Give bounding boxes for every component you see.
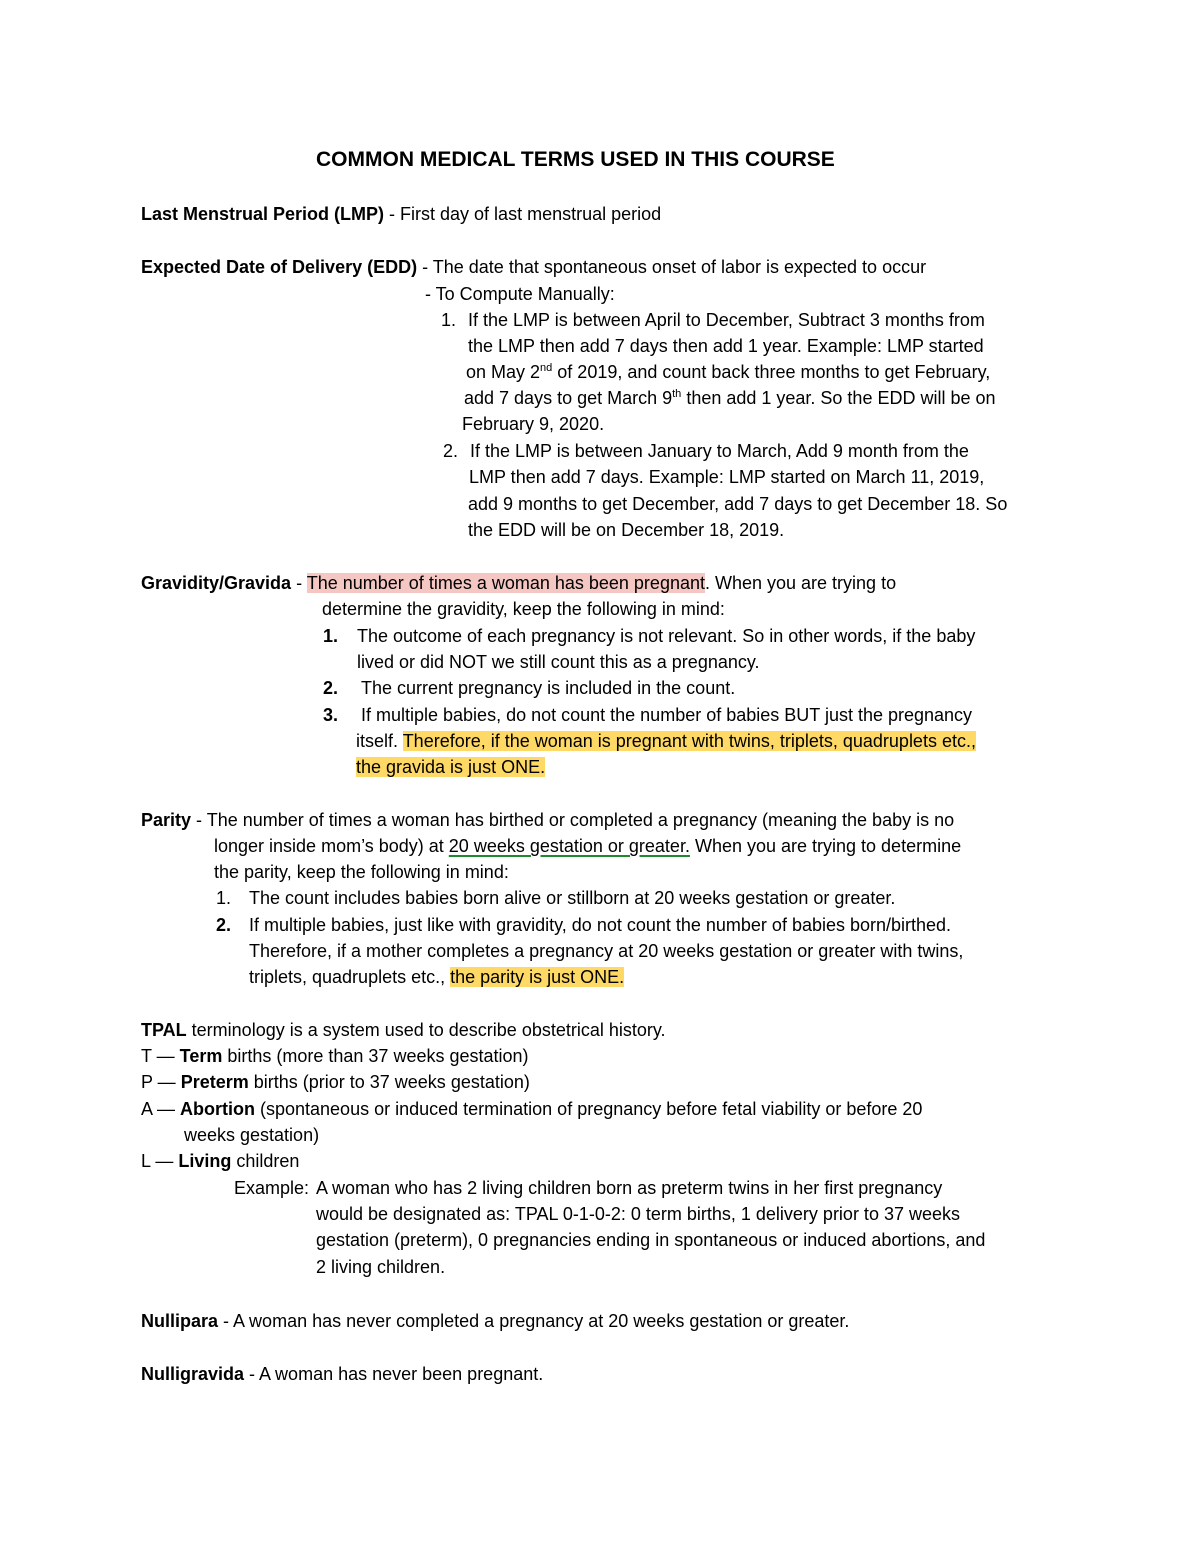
tpal-word: Preterm xyxy=(180,1072,249,1092)
gravidity-item3-line: If multiple babies, do not count the number of babies BUT just the pregnancy xyxy=(361,705,973,725)
edd-item1-text: on May 2 xyxy=(466,362,541,382)
edd-item1-line: If the LMP is between April to December, Subtract 3 months from xyxy=(468,310,985,330)
gravidity-item3-highlight: Therefore, if the woman is pregnant with twins, triplets, quadruplets etc., xyxy=(402,731,976,751)
lmp-term: Last Menstrual Period (LMP) xyxy=(141,204,385,224)
tpal-l xyxy=(141,1150,299,1172)
edd-item1-text: add 7 days to get March 9 xyxy=(464,388,673,408)
lmp-entry xyxy=(141,203,661,225)
tpal-intro xyxy=(141,1019,666,1041)
nulligravida-term: Nulligravida xyxy=(141,1364,245,1384)
tpal-desc: births (more than 37 weeks gestation) xyxy=(222,1046,529,1066)
gravidity-item3-highlight: the gravida is just ONE. xyxy=(356,757,546,777)
edd-item1-line xyxy=(464,387,996,409)
tpal-example-line: gestation (preterm), 0 pregnancies ending in spontaneous or induced abortions, and xyxy=(316,1230,986,1250)
gravidity-separator: - xyxy=(291,573,307,593)
parity-text: When you are trying to determine xyxy=(689,836,962,856)
parity-entry xyxy=(141,809,954,831)
edd-item1-number: 1. xyxy=(441,310,457,330)
gravidity-term: Gravidity/Gravida xyxy=(141,573,292,593)
parity-line: the parity, keep the following in mind: xyxy=(214,862,509,882)
parity-item1-line: The count includes babies born alive or stillborn at 20 weeks gestation or greater. xyxy=(249,888,896,908)
tpal-letter: T — xyxy=(141,1046,180,1066)
tpal-p xyxy=(141,1071,530,1093)
page-title: COMMON MEDICAL TERMS USED IN THIS COURSE xyxy=(316,148,835,171)
tpal-a xyxy=(141,1098,922,1120)
nullipara-definition: A woman has never completed a pregnancy at 20 weeks gestation or greater. xyxy=(233,1311,850,1331)
gravidity-definition-highlight: The number of times a woman has been pregnant xyxy=(306,573,705,593)
parity-item2-line: If multiple babies, just like with gravidity, do not count the number of babies born/birthed. xyxy=(249,915,952,935)
parity-separator: - xyxy=(191,810,207,830)
tpal-example-line: would be designated as: TPAL 0-1-0-2: 0 term births, 1 delivery prior to 37 weeks xyxy=(316,1204,960,1224)
tpal-word: Abortion xyxy=(180,1099,255,1119)
lmp-definition: First day of last menstrual period xyxy=(400,204,662,224)
tpal-desc: births (prior to 37 weeks gestation) xyxy=(248,1072,530,1092)
tpal-example-label: Example: xyxy=(234,1178,310,1198)
nulligravida-definition: A woman has never been pregnant. xyxy=(259,1364,544,1384)
parity-item2-highlight: the parity is just ONE. xyxy=(450,967,625,987)
gravidity-item3-line xyxy=(356,756,545,778)
parity-item2-line xyxy=(249,966,624,988)
tpal-letter: A — xyxy=(141,1099,181,1119)
parity-text: longer inside mom’s body) at xyxy=(214,836,449,856)
parity-item2-line: Therefore, if a mother completes a pregnancy at 20 weeks gestation or greater with twins, xyxy=(249,941,964,961)
edd-item2-line: the EDD will be on December 18, 2019. xyxy=(468,520,785,540)
edd-entry xyxy=(141,256,926,278)
parity-definition: The number of times a woman has birthed or completed a pregnancy (meaning the baby is no xyxy=(206,810,955,830)
tpal-desc: children xyxy=(231,1151,300,1171)
gravidity-item1-line: The outcome of each pregnancy is not relevant. So in other words, if the baby xyxy=(357,626,976,646)
tpal-term: TPAL xyxy=(141,1020,187,1040)
edd-item1-text: of 2019, and count back three months to get February, xyxy=(552,362,991,382)
gravidity-item1-line: lived or did NOT we still count this as a pregnancy. xyxy=(357,652,760,672)
edd-definition: The date that spontaneous onset of labor is expected to occur xyxy=(432,257,927,277)
gravidity-item3-number: 3. xyxy=(323,705,339,725)
tpal-word: Term xyxy=(179,1046,223,1066)
edd-item1-text: then add 1 year. So the EDD will be on xyxy=(681,388,996,408)
edd-item1-superscript: nd xyxy=(540,362,553,374)
parity-item2-number: 2. xyxy=(216,915,232,935)
edd-item1-line: the LMP then add 7 days then add 1 year. Example: LMP started xyxy=(468,336,984,356)
tpal-intro-text: terminology is a system used to describe obstetrical history. xyxy=(186,1020,666,1040)
edd-item2-line: LMP then add 7 days. Example: LMP started on March 11, 2019, xyxy=(469,467,985,487)
edd-term: Expected Date of Delivery (EDD) xyxy=(141,257,418,277)
nulligravida-entry xyxy=(141,1363,543,1385)
tpal-word: Living xyxy=(178,1151,232,1171)
gravidity-item3-line xyxy=(356,730,976,752)
gravidity-entry xyxy=(141,572,896,594)
tpal-a-continued: weeks gestation) xyxy=(184,1125,320,1145)
tpal-letter: L — xyxy=(141,1151,179,1171)
edd-item2-line: add 9 months to get December, add 7 days to get December 18. So xyxy=(468,494,1008,514)
parity-item2-text: triplets, quadruplets etc., xyxy=(249,967,451,987)
gravidity-line: determine the gravidity, keep the following in mind: xyxy=(322,599,725,619)
parity-underline: 20 weeks gestation or greater. xyxy=(448,836,690,856)
nulligravida-separator: - xyxy=(244,1364,260,1384)
nullipara-entry xyxy=(141,1310,849,1332)
edd-separator: - xyxy=(417,257,433,277)
tpal-t xyxy=(141,1045,529,1067)
gravidity-definition: . When you are trying to xyxy=(704,573,897,593)
tpal-desc: (spontaneous or induced termination of pregnancy before fetal viability or before 20 xyxy=(255,1099,923,1119)
lmp-separator: - xyxy=(384,204,401,224)
edd-compute-heading: - To Compute Manually: xyxy=(425,284,615,304)
parity-item1-number: 1. xyxy=(216,888,232,908)
edd-item2-line: If the LMP is between January to March, Add 9 month from the xyxy=(470,441,969,461)
gravidity-item3-text: itself. xyxy=(356,731,403,751)
tpal-example-line: 2 living children. xyxy=(316,1257,446,1277)
nullipara-term: Nullipara xyxy=(141,1311,219,1331)
tpal-example-line: A woman who has 2 living children born as preterm twins in her first pregnancy xyxy=(316,1178,943,1198)
edd-item1-superscript: th xyxy=(672,388,682,400)
gravidity-item2-line: The current pregnancy is included in the count. xyxy=(361,678,736,698)
gravidity-item2-number: 2. xyxy=(323,678,339,698)
gravidity-item1-number: 1. xyxy=(323,626,339,646)
edd-item1-line xyxy=(466,361,990,383)
edd-item2-number: 2. xyxy=(443,441,459,461)
tpal-letter: P — xyxy=(141,1072,181,1092)
parity-line xyxy=(214,835,961,857)
parity-term: Parity xyxy=(141,810,192,830)
edd-item1-line: February 9, 2020. xyxy=(462,414,605,434)
nullipara-separator: - xyxy=(218,1311,234,1331)
